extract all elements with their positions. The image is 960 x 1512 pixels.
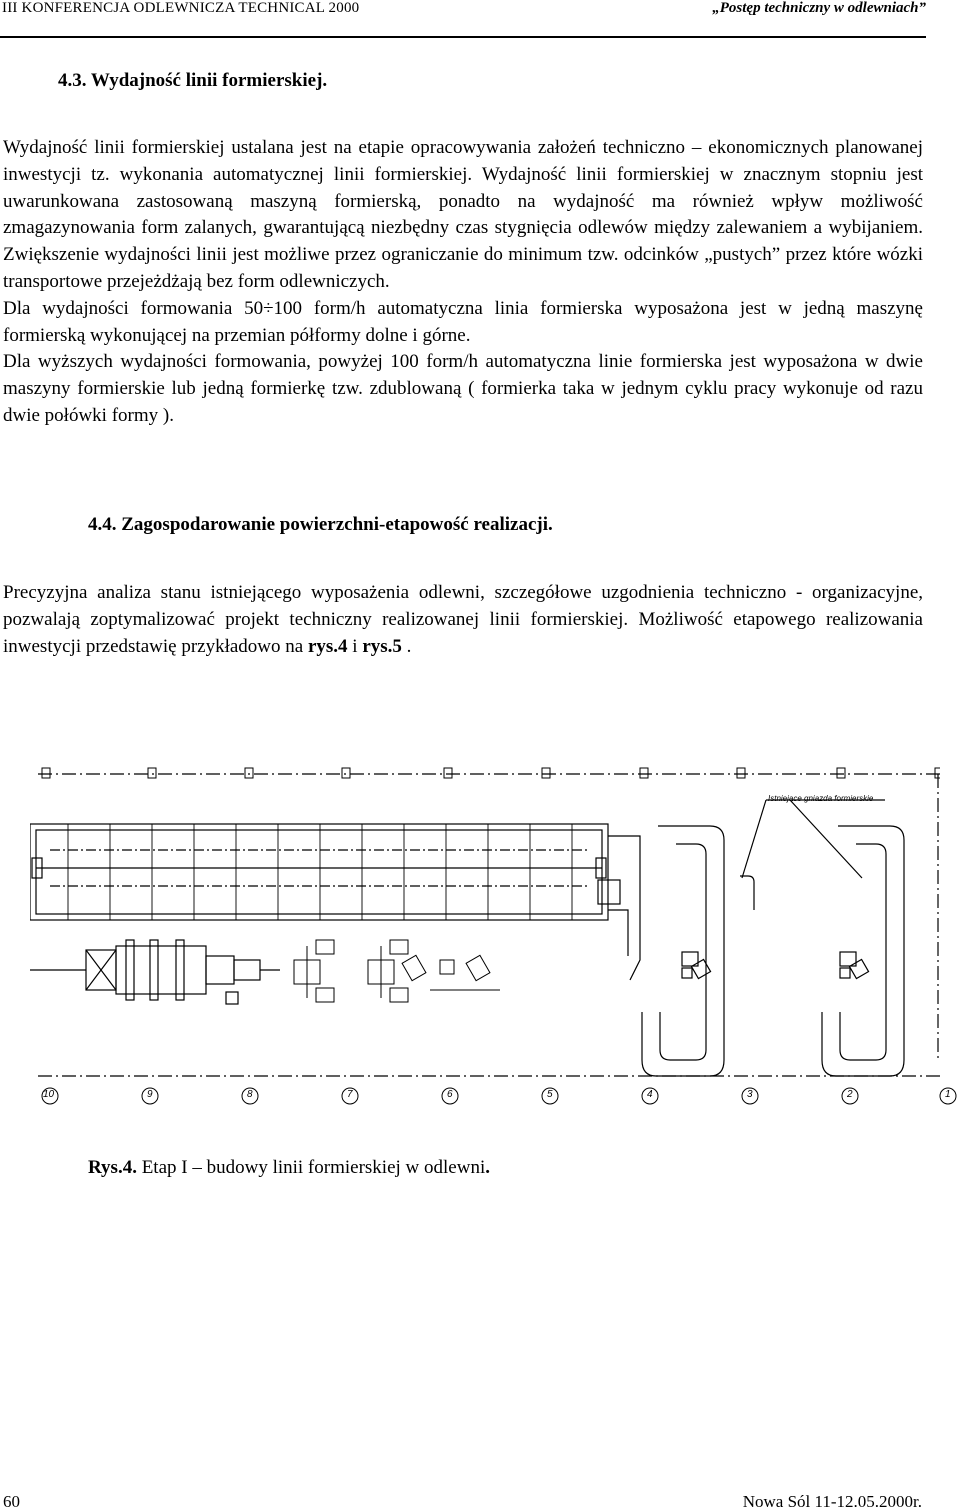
running-title: „Postęp techniczny w odlewniach” [712, 0, 926, 16]
paragraph-text: Precyzyjna analiza stanu istniejącego wyposażenia odlewni, szczegółowe uzgodnienia techniczno - organizacyjne, pozwalają zoptymalizować projekt techniczny realizowanej linii formierskiej. Możliwość etapowego realizowania inwestycji przedstawię przykładowo na [3, 582, 923, 657]
paragraph: Dla wyższych wydajności formowania, powyżej 100 form/h automatyczna linie formierska jest wyposażona w dwie maszyny formierskie lub jedną formierkę tzw. zdublowaną ( formierka taka w jednym cyklu pracy wykonuje od razu dwie połówki formy ). [3, 351, 923, 426]
axis-markers [0, 1084, 960, 1108]
figure-ref-rys4: rys.4 [307, 635, 348, 657]
paragraph-text: i [347, 635, 363, 657]
axis-label: 10 [43, 1089, 55, 1100]
axis-label: 9 [147, 1089, 153, 1100]
paragraph-text: . [401, 635, 412, 657]
axis-label: 7 [347, 1089, 353, 1100]
header-rule [0, 36, 926, 38]
page-header [0, 0, 926, 38]
callout-label: Istniejące gniazda formierskie [768, 794, 874, 803]
paragraph: Dla wydajności formowania 50÷100 form/h automatyczna linia formierska wyposażona jest w jedną maszynę formierską wykonującej na przemian półformy dolne i górne. [3, 297, 923, 346]
axis-label: 2 [847, 1089, 853, 1100]
paragraph [3, 580, 923, 660]
section-4-3-body [3, 135, 923, 430]
caption-end: . [485, 1157, 490, 1178]
conference-title: III KONFERENCJA ODLEWNICZA TECHNICAL 2000 [2, 0, 360, 16]
caption-text: Etap I – budowy linii formierskiej w odlewni [136, 1157, 486, 1178]
footer-place-date: Nowa Sól 11-12.05.2000r. [742, 1492, 922, 1511]
section-heading-4-4: 4.4. Zagospodarowanie powierzchni-etapowość realizacji. [88, 514, 553, 535]
figure-ref-rys5: rys.5 [362, 635, 402, 657]
axis-label: 8 [247, 1089, 253, 1100]
paragraph: Wydajność linii formierskiej ustalana jest na etapie opracowywania założeń techniczno – ekonomicznych planowanej inwestycji tz. wykonania automatycznej linii formierskiej. Wydajność linii formierskiej w znacznym stopniu jest uwarunkowana zastosowaną maszyną formierską, ponadto na wydajność ma również wpływ możliwość zmagazynowania form zalanych, gwarantującą niezbędny czas stygnięcia odlewów między zalewaniem a wybijaniem. Zwiększenie wydajności linii jest możliwe przez ograniczanie do minimum tzw. odcinków „pustych” przez które wózki transportowe przejeżdżają bez form odlewniczych. [3, 137, 923, 292]
caption-label: Rys.4. [88, 1157, 137, 1178]
section-4-4-body [3, 580, 923, 660]
axis-label: 1 [945, 1089, 951, 1100]
axis-label: 3 [747, 1089, 753, 1100]
axis-label: 6 [447, 1089, 453, 1100]
page-number: 60 [3, 1492, 20, 1511]
moulding-line-drawing [30, 760, 940, 1100]
section-heading-4-3: 4.3. Wydajność linii formierskiej. [58, 70, 328, 91]
figure-caption [88, 1157, 490, 1179]
axis-label: 4 [647, 1089, 653, 1100]
axis-label: 5 [547, 1089, 553, 1100]
